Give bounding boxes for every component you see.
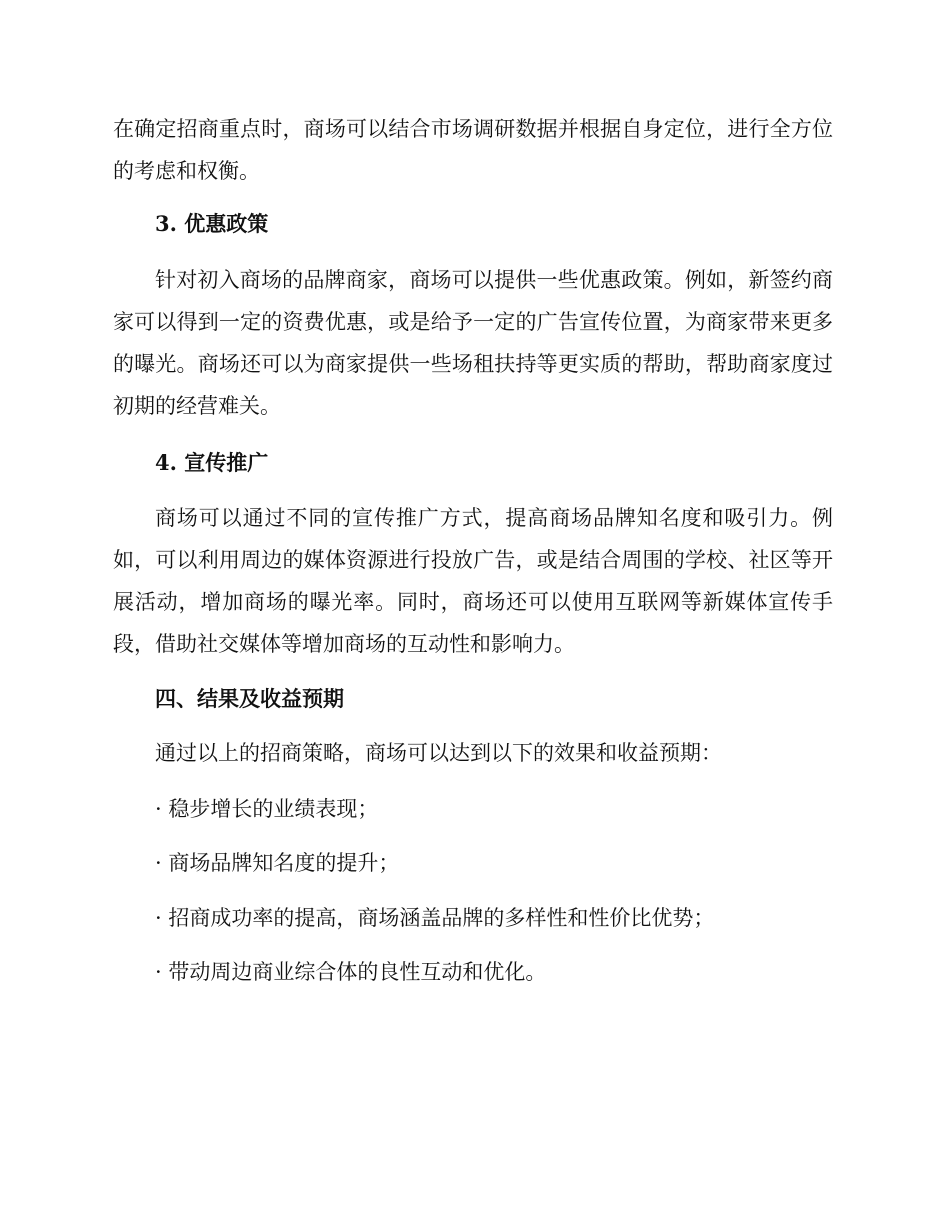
- list-item: · 招商成功率的提高，商场涵盖品牌的多样性和性价比优势；: [155, 906, 715, 930]
- list-item: · 带动周边商业综合体的良性互动和优化。: [155, 960, 547, 984]
- intro-paragraph: 在确定招商重点时，商场可以结合市场调研数据并根据自身定位，进行全方位的考虑和权衡。: [113, 117, 833, 183]
- discount-policy-paragraph: 针对初入商场的品牌商家，商场可以提供一些优惠政策。例如，新签约商家可以得到一定的资费优惠，或是给予一定的广告宣传位置，为商家带来更多的曝光。商场还可以为商家提供一些场租扶持等更实质的帮助，帮助商家度过初期的经营难关。: [113, 268, 833, 418]
- list-item: · 稳步增长的业绩表现；: [155, 797, 379, 821]
- section-heading-results: 四、结果及收益预期: [155, 686, 344, 711]
- section-heading-promotion: 4. 宣传推广: [155, 450, 269, 475]
- results-intro: 通过以上的招商策略，商场可以达到以下的效果和收益预期：: [155, 741, 722, 765]
- promotion-paragraph: 商场可以通过不同的宣传推广方式，提高商场品牌知名度和吸引力。例如，可以利用周边的媒体资源进行投放广告，或是结合周围的学校、社区等开展活动，增加商场的曝光率。同时，商场还可以使用互联网等新媒体宣传手段，借助社交媒体等增加商场的互动性和影响力。: [113, 506, 833, 656]
- list-item: · 商场品牌知名度的提升；: [155, 851, 400, 875]
- section-heading-discount-policy: 3. 优惠政策: [155, 211, 269, 236]
